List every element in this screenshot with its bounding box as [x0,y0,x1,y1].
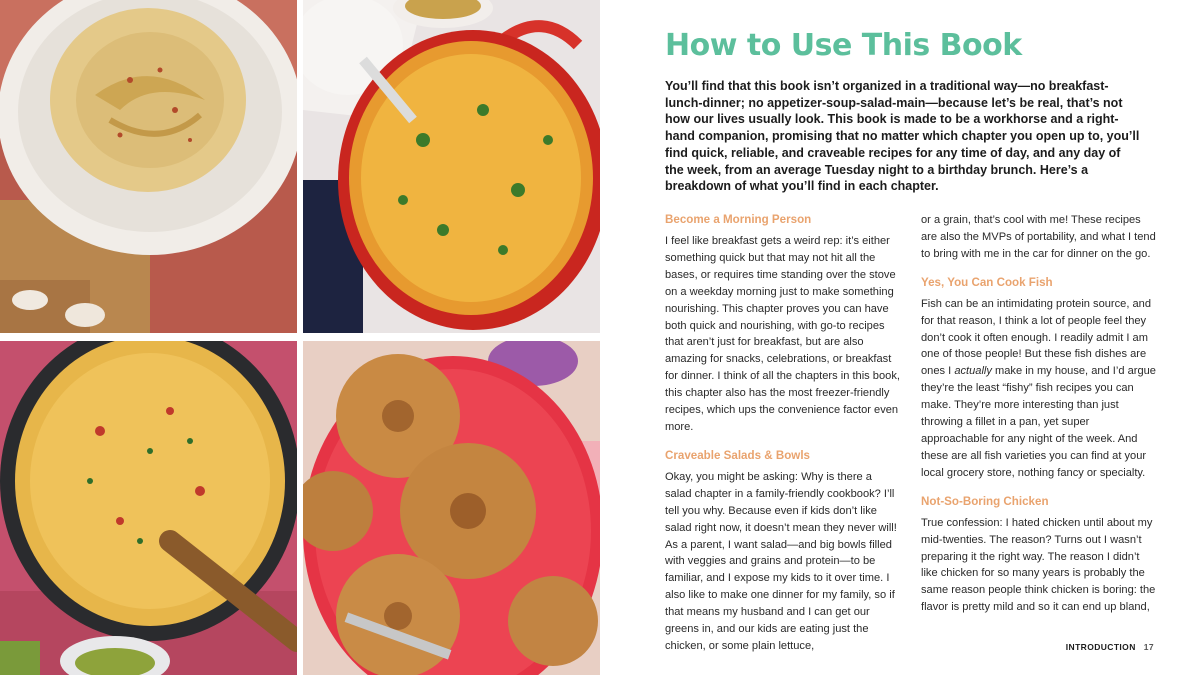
section-heading-chicken: Not-So-Boring Chicken [921,494,1049,508]
section-heading-salads: Craveable Salads & Bowls [665,448,810,462]
section-heading-morning: Become a Morning Person [665,213,812,226]
section-body-fish [921,296,1157,482]
intro-paragraph: You’ll find that this book isn’t organized in a traditional way—no breakfast-lunch-dinner; no appetizer-soup-salad-main—because let’s be real, that’s not how our lives usually look. This book is made to be a workhorse and a right-hand companion, promising that no matter which chapter you open up to, you’ll find quick, reliable, and craveable recipes for any time of day, and any day of the week, from an average Tuesday night to a birthday brunch. Here’s a breakdown of what you’ll find in each chapter. [665,79,1140,194]
section-body-salads: Okay, you might be asking: Why is there a salad chapter in a family-friendly cookbook? I’ll tell you why. Because even if kids don’t like salad right now, it doesn’t mean they never will! As a parent, I want salad—and big bowls filled with veggies and grains and protein—to be familiar, and I expose my kids to it over time. I also like to make one dinner for my family, so if that means my husband and I can get our greens in, and our kids are eating just the chicken, or some plain lettuce, [665,470,897,652]
hummus-photo [0,0,297,333]
section-body-morning: I feel like breakfast gets a weird rep: it’s either something quick but that may not hit all the bases, or requires time standing over the stove on a weekday morning just to make something nourishing. This chapter proves you can have both quick and nourishing, with go-to recipes that aren’t just for breakfast, but are also amazing for snacks, celebrations, or breakfast for dinner. I think of all the chapters in this book, this chapter also has the most freezer-friendly recipes, which ups the convenience factor even more. [665,235,900,433]
footer-section-name: INTRODUCTION [1065,642,1136,652]
page-number: 17 [1143,642,1154,652]
fish-text-part-1: Fish can be an intimidating protein source, and for that reason, I think a lot of people feel they don’t cook it often enough. I readily admit I am one of those people! But these fish dishes are ones I [921,297,1152,378]
bagels-photo [303,341,600,675]
left-column [665,212,901,655]
page-title: How to Use This Book [665,28,1022,63]
section-body-chicken: True confession: I hated chicken until about my mid-twenties. The reason? Turns out I wasn’t preparing it the right way. The reason I didn’t like chicken for so many years is probably the same reason people think chicken is boring: the flavor is pretty mild and so it can end up bland, [921,516,1156,614]
page-footer [1066,642,1154,652]
fish-text-emphasis: actually [954,365,992,378]
casserole-photo [303,0,600,333]
section-heading-fish: Yes, You Can Cook Fish [921,275,1053,289]
egg-bake-photo [0,341,297,675]
right-column [921,212,1157,616]
continued-text: or a grain, that’s cool with me! These recipes are also the MVPs of portability, and what I tend to bring with me in the car for dinner on the go. [921,214,1156,260]
fish-text-part-2: make in my house, and I’d argue they’re the least “fishy” fish recipes you can make. They’re more interesting than just throwing a fillet in a pan, yet super approachable for any night of the week. And these are all fish varieties you can find at your local grocery store, nothing fancy or specialty. [921,365,1156,479]
